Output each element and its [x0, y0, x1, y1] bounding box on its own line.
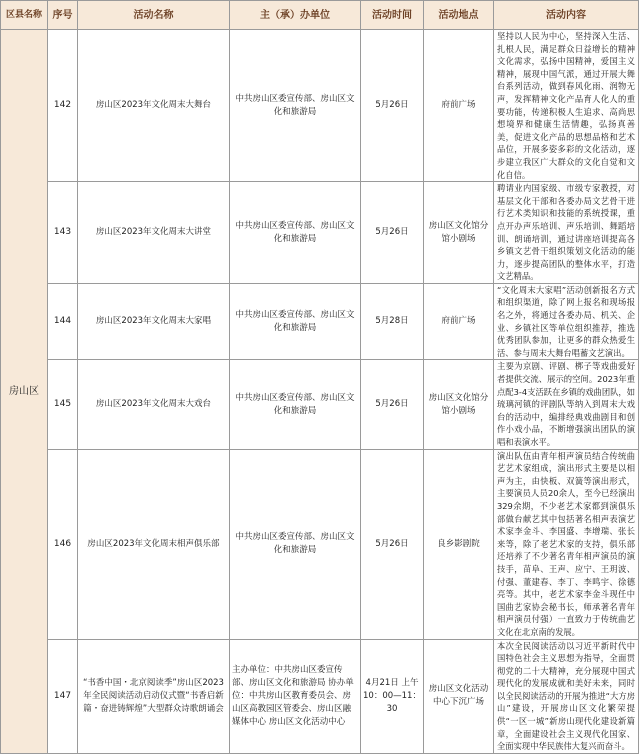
event-time: 5月26日 [361, 182, 424, 284]
header-name: 活动名称 [78, 1, 230, 30]
region-cell: 房山区 [1, 30, 48, 754]
header-region: 区县名称 [1, 1, 48, 30]
header-place: 活动地点 [424, 1, 494, 30]
event-name: 房山区2023年文化周末相声俱乐部 [78, 449, 230, 639]
row-number: 143 [48, 182, 78, 284]
event-name: 房山区2023年文化周末大讲堂 [78, 182, 230, 284]
event-content: 坚持以人民为中心，坚持深入生活、扎根人民，满足群众日益增长的精神文化需求，弘扬中国精神，爱国主义精神，展现中国气派，通过开展大舞台系列活动，做到春风化雨、润物无声，发挥精神文化产品育人化人的重要功能，传递积极人生追求、高尚思想境界和健康生活情趣，弘扬真善美，促进文化产品的思想品格和艺术品位，开展多姿多彩的文化活动，逐步建立我区广大群众的文化自觉和文化自信。 [494, 30, 639, 182]
header-org: 主（承）办单位 [230, 1, 361, 30]
event-time: 5月28日 [361, 283, 424, 360]
table-row [1, 30, 639, 182]
event-organizer: 中共房山区委宣传部、房山区文化和旅游局 [230, 283, 361, 360]
event-content: 主要为京剧、评剧、梆子等戏曲爱好者提供交流、展示的空间。2023年重点配3-4支活跃在乡镇的戏曲团队，如琉璃河镇的评剧队等纳入到周末大戏台的活动中，编排经典戏曲剧目和创作小戏小品，不断增强演出团队的演唱和表演水平。 [494, 360, 639, 449]
event-time: 5月26日 [361, 449, 424, 639]
event-time: 5月26日 [361, 360, 424, 449]
event-time: 4月21日 上午10：00—11：30 [361, 639, 424, 753]
event-time: 5月26日 [361, 30, 424, 182]
event-organizer: 主办单位：中共房山区委宣传部、房山区文化和旅游局 协办单位：中共房山区教育委员会、房山区高教园区管委会、房山区融媒体中心 房山区文化活动中心 [230, 639, 361, 753]
header-no: 序号 [48, 1, 78, 30]
table-row [1, 639, 639, 753]
table-row [1, 283, 639, 360]
row-number: 146 [48, 449, 78, 639]
event-organizer: 中共房山区委宣传部、房山区文化和旅游局 [230, 30, 361, 182]
row-number: 144 [48, 283, 78, 360]
table-row [1, 449, 639, 639]
event-organizer: 中共房山区委宣传部、房山区文化和旅游局 [230, 182, 361, 284]
event-name: 房山区2023年文化周末大家唱 [78, 283, 230, 360]
event-content: 演出队伍由青年相声演员结合传统曲艺艺术家组成，演出形式主要是以相声为主，由快板、双簧等演出形式，主要演员人员20余人，至今已经演出329余期，不少老艺术家都到演俱乐部做台献艺其中包括著名相声表演艺术家李金斗、李国盛、李增瑞、张长来等，除了老艺术家的支持，俱乐部还培养了不少著名青年相声演员的演技手，苗阜、王声、应宁、王玥波、付强、董建春、李丁、李鸣宇、徐德亮等。其中，老艺术家李金斗现任中国曲艺家协会秘书长，师承著名青年相声演员付强）一直致力于传统曲艺文化在北京南的发展。 [494, 449, 639, 639]
event-content: “文化周末大家唱”活动创新报名方式和组织渠道，除了网上报名和现场报名之外，将通过各委办局、机关、企业、乡镇社区等单位组织推荐，推选优秀团队参加，让更多的群众热爱生活、参与周末大舞台唱蓄文艺演出。 [494, 283, 639, 360]
header-row [1, 1, 639, 30]
header-time: 活动时间 [361, 1, 424, 30]
event-name: 房山区2023年文化周末大舞台 [78, 30, 230, 182]
event-place: 府前广场 [424, 283, 494, 360]
event-organizer: 中共房山区委宣传部、房山区文化和旅游局 [230, 360, 361, 449]
event-place: 房山区文化活动中心下沉广场 [424, 639, 494, 753]
event-content: 聘请业内国家级、市级专家教授，对基层文化干部和各委办局文艺骨干进行艺术类知识和技能的系统授课，重点开办声乐培训、声乐培训、舞蹈培训、朗诵培训，通过讲座培训提高各乡镇文艺骨干组织策划文化活动的能力，逐步提高团队的整体水平，打造文艺精品。 [494, 182, 639, 284]
table-row [1, 182, 639, 284]
event-place: 良乡影剧院 [424, 449, 494, 639]
event-organizer: 中共房山区委宣传部、房山区文化和旅游局 [230, 449, 361, 639]
event-content: 本次全民阅读活动以习近平新时代中国特色社会主义思想为指导，全面贯彻党的二十大精神，充分展现中国式现代化的发展成就和美好未来，同时以全民阅读活动的开展为推进“大方房山”建设，开展房山区文化繁荣提供“一区一城”新房山现代化建设新篇章，全面建设社会主义现代化国家、全面实现中华民族伟大复兴而奋斗。 [494, 639, 639, 753]
event-place: 房山区文化馆分馆小剧场 [424, 182, 494, 284]
row-number: 145 [48, 360, 78, 449]
row-number: 142 [48, 30, 78, 182]
event-place: 府前广场 [424, 30, 494, 182]
event-place: 房山区文化馆分馆小剧场 [424, 360, 494, 449]
event-name: 房山区2023年文化周末大戏台 [78, 360, 230, 449]
row-number: 147 [48, 639, 78, 753]
event-name: “书香中国・北京阅读季”房山区2023年全民阅读活动启动仪式暨“书香启新篇・奋进铸辉煌”大型群众诗歌朗诵会 [78, 639, 230, 753]
header-content: 活动内容 [494, 1, 639, 30]
table-row [1, 360, 639, 449]
